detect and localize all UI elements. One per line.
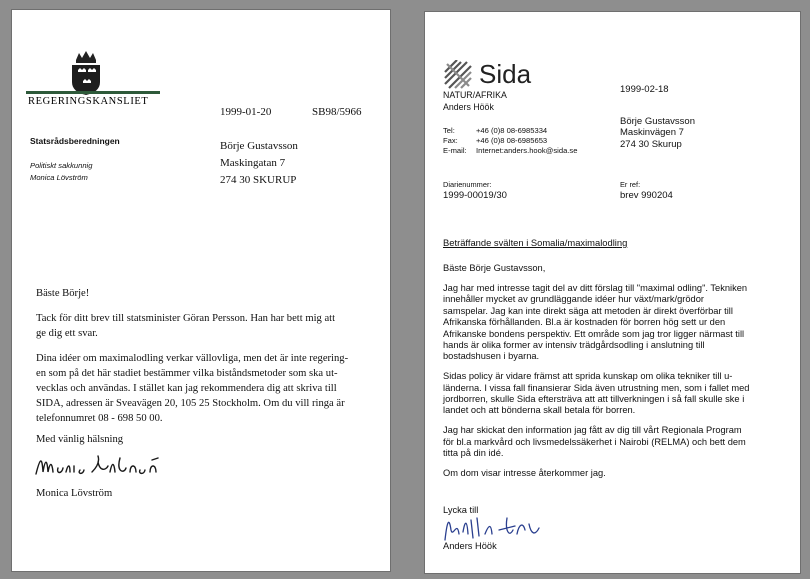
- recipient-city: 274 30 SKURUP: [220, 174, 297, 186]
- body-line: ge dig ett svar.: [36, 328, 98, 339]
- recipient-city: 274 30 Skurup: [620, 139, 682, 150]
- body-line: Sidas policy är vidare främst att sprida kunskap om olika tekniker till u-: [443, 371, 733, 382]
- body-line: Dina idéer om maximalodling verkar vällovliga, men det är inte regering-: [36, 353, 349, 364]
- body-line: titta på din idé.: [443, 448, 504, 459]
- sida-logo-text: Sida: [479, 59, 532, 89]
- body-paragraph: [443, 468, 795, 479]
- fax-label: Fax:: [443, 136, 458, 145]
- body-line: samspelar. Jag kan inte direkt säga att metoden är direkt överförbar till: [443, 305, 733, 316]
- tel-label: Tel:: [443, 126, 455, 135]
- recipient-street: Maskinvägen 7: [620, 127, 684, 138]
- letter-regeringskansliet: [12, 10, 390, 571]
- handwritten-signature: [32, 448, 172, 482]
- body-line: för bl.a markvård och livsmedelssäkerhet i Nairobi (RELMA) och bett dem: [443, 436, 746, 447]
- closing: Lycka till: [443, 505, 479, 515]
- body-line: innehåller mycket av grundläggande idéer hur växt/mark/grödor: [443, 294, 704, 305]
- tel-value: +46 (0)8 08-6985334: [476, 126, 548, 135]
- author-role: Politiskt sakkunnig: [30, 161, 93, 170]
- salutation: Bäste Börje Gustavsson,: [443, 263, 546, 273]
- author-name: Monica Lövström: [30, 173, 88, 182]
- reference-number: SB98/5966: [312, 106, 362, 118]
- body-paragraph: [36, 351, 384, 426]
- diarienummer-value: 1999-00019/30: [443, 190, 507, 201]
- subject-line: Beträffande svälten i Somalia/maximalodling: [443, 237, 628, 248]
- body-line: bostadshusen i byarna.: [443, 351, 540, 362]
- body-line: landet och att bönderna skall betala för borren.: [443, 405, 636, 416]
- fax-value: +46 (0)8 08-6985653: [476, 136, 548, 145]
- department-name: NATUR/AFRIKA: [443, 90, 507, 100]
- royal-crest-icon: [67, 48, 105, 96]
- body-paragraph: [443, 371, 795, 417]
- letter-sida: [425, 12, 800, 573]
- body-line: Om dom visar intresse återkommer jag.: [443, 468, 606, 479]
- sida-logo-icon: [443, 60, 473, 90]
- closing: Med vänlig hälsning: [36, 434, 124, 445]
- recipient-street: Maskingatan 7: [220, 157, 286, 169]
- body-line: jordborren, skulle Sida eftersträva att att tillverkningen i så fall skulle ske i: [443, 394, 745, 405]
- letter-date: 1999-02-18: [620, 84, 669, 95]
- recipient-name: Börje Gustavsson: [220, 140, 298, 152]
- body-paragraph: [36, 311, 384, 341]
- body-line: SIDA, adressen är Sveavägen 20, 105 25 Stockholm. Om du vill ringa är: [36, 398, 345, 409]
- body-line: Jag har med intresse tagit del av ditt förslag till "maximal odling". Tekniken: [443, 282, 748, 293]
- body-line: Afrikanska förhållanden. Bl.a är kostnaden för borren hög sett ur den: [443, 317, 726, 328]
- body-line: Afrikanske bondens perspektiv. Ett område som jag tror ligger närmast till: [443, 328, 745, 339]
- diarienummer-label: Diarienummer:: [443, 180, 492, 189]
- salutation: Bäste Börje!: [36, 288, 90, 299]
- er-ref-label: Er ref:: [620, 180, 641, 189]
- body-paragraph: [443, 283, 795, 363]
- signer-name: Anders Höök: [443, 541, 497, 551]
- agency-name: REGERINGSKANSLIET: [28, 96, 149, 107]
- email-value: Internet:anders.hook@sida.se: [476, 146, 578, 155]
- letter-date: 1999-01-20: [220, 106, 272, 118]
- body-line: Tack för ditt brev till statsminister Göran Persson. Han har bett mig att: [36, 313, 336, 324]
- letter-body: [36, 286, 384, 436]
- signer-name: Monica Lövström: [36, 488, 113, 499]
- body-paragraph: [443, 425, 795, 459]
- body-line: telefonnumret 08 - 698 50 00.: [36, 413, 163, 424]
- body-line: en som på det här stadiet bestämmer vilka biståndsmetoder som ska ut-: [36, 368, 338, 379]
- department-name: Statsrådsberedningen: [30, 136, 120, 146]
- author-name: Anders Höök: [443, 102, 494, 112]
- er-ref-value: brev 990204: [620, 190, 673, 201]
- body-line: vecklas och användas. I stället kan jag rekommendera dig att skriva till: [36, 383, 337, 394]
- agency-divider: [26, 91, 160, 94]
- letter-body: [443, 263, 795, 488]
- recipient-name: Börje Gustavsson: [620, 116, 695, 127]
- email-label: E-mail:: [443, 146, 467, 155]
- body-line: Jag har skickat den information jag fått av dig till vårt Regionala Program: [443, 425, 742, 436]
- body-line: länderna. I vissa fall finansierar Sida även utrustning men, som i fallet med: [443, 382, 750, 393]
- body-line: hands är olika former av intensiv trädgårdsodling i anslutning till: [443, 339, 705, 350]
